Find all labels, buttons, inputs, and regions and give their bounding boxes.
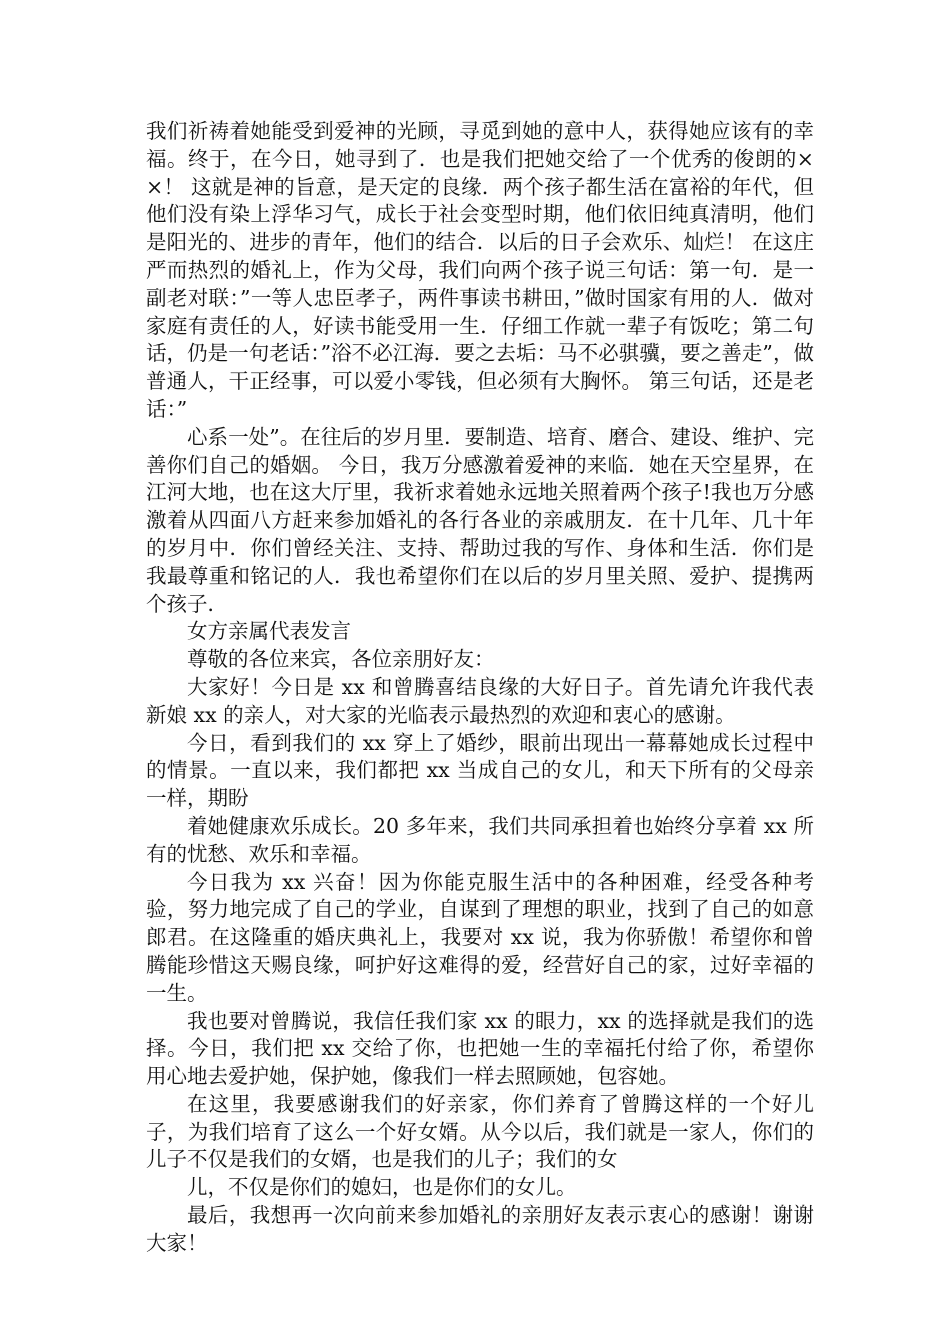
paragraph-closing: 最后，我想再一次向前来参加婚礼的亲朋好友表示衷心的感谢！谢谢大家！ [146,1203,814,1255]
paragraph-1: 我们祈祷着她能受到爱神的光顾，寻觅到她的意中人，获得她应该有的幸福。终于，在今日，她寻到了．也是我们把她交给了一个优秀的俊朗的××！ 这就是神的旨意，是天定的良缘．两个孩子都生活在富裕的年代，但他们没有染上浮华习气，成长于社会变型时期，他们依旧纯真清明，他们是阳光的、进步的青年，他们的结合．以后的日子会欢乐、灿烂！ 在这庄严而热烈的婚礼上，作为父母，我们向两个孩子说三句话：第一句．是一副老对联：”一等人忠臣孝子，两件事读书耕田，”做时国家有用的人．做对家庭有责任的人，好读书能受用一生．仔细工作就一辈子有饭吃；第二句话，仍是一句老话：”浴不必江海．要之去垢：马不必骐骥，要之善走”，做普通人，干正经事，可以爱小零钱，但必须有大胸怀。 第三句话，还是老话：” [146,119,814,421]
paragraph-proud: 今日我为 xx 兴奋！因为你能克服生活中的各种困难，经受各种考验，努力地完成了自己的学业，自谋到了理想的职业，找到了自己的如意郎君。在这隆重的婚庆典礼上，我要对 xx 说，我为你骄傲！希望你和曾腾能珍惜这天赐良缘，呵护好这难得的爱，经营好自己的家，过好幸福的一生。 [146,869,814,1005]
section-heading-bride-relative-speech: 女方亲属代表发言 [187,619,351,644]
paragraph-greeting: 大家好！今日是 xx 和曾腾喜结良缘的大好日子。首先请允许我代表新娘 xx 的亲人，对大家的光临表示最热烈的欢迎和衷心的感谢。 [146,674,814,727]
paragraph-2: 心系一处”。在往后的岁月里．要制造、培育、磨合、建设、维护、完善你们自己的婚姻。 今日，我万分感激着爱神的来临．她在天空星界，在江河大地，也在这大厅里，我祈求着她永远地关照着两个孩子!我也万分感激着从四面八方赶来参加婚礼的各行各业的亲戚朋友．在十几年、几十年的岁月中．你们曾经关注、支持、帮助过我的写作、身体和生活．你们是我最尊重和铭记的人．我也希望你们在以后的岁月里关照、爱护、提携两个孩子． [146,424,814,616]
paragraph-growing-up: 着她健康欢乐成长。20 多年来，我们共同承担着也始终分享着 xx 所有的忧愁、欢乐和幸福。 [146,813,814,866]
paragraph-thanks-in-laws: 在这里，我要感谢我们的好亲家，你们养育了曾腾这样的一个好儿子，为我们培育了这么一个好女婿。从今以后，我们就是一家人，你们的儿子不仅是我们的女婿，也是我们的儿子；我们的女 [146,1091,814,1172]
paragraph-daughter: 儿，不仅是你们的媳妇，也是你们的女儿。 [187,1175,577,1200]
paragraph-to-groom: 我也要对曾腾说，我信任我们家 xx 的眼力，xx 的选择就是我们的选择。今日，我们把 xx 交给了你，也把她一生的幸福托付给了你，希望你用心地去爱护她，保护她，像我们一样去照顾她，包容她。 [146,1008,814,1089]
paragraph-wedding-dress: 今日，看到我们的 xx 穿上了婚纱，眼前出现出一幕幕她成长过程中的情景。一直以来，我们都把 xx 当成自己的女儿，和天下所有的父母亲一样，期盼 [146,730,814,811]
salutation: 尊敬的各位来宾，各位亲朋好友： [187,647,495,672]
document-page [146,118,814,1258]
